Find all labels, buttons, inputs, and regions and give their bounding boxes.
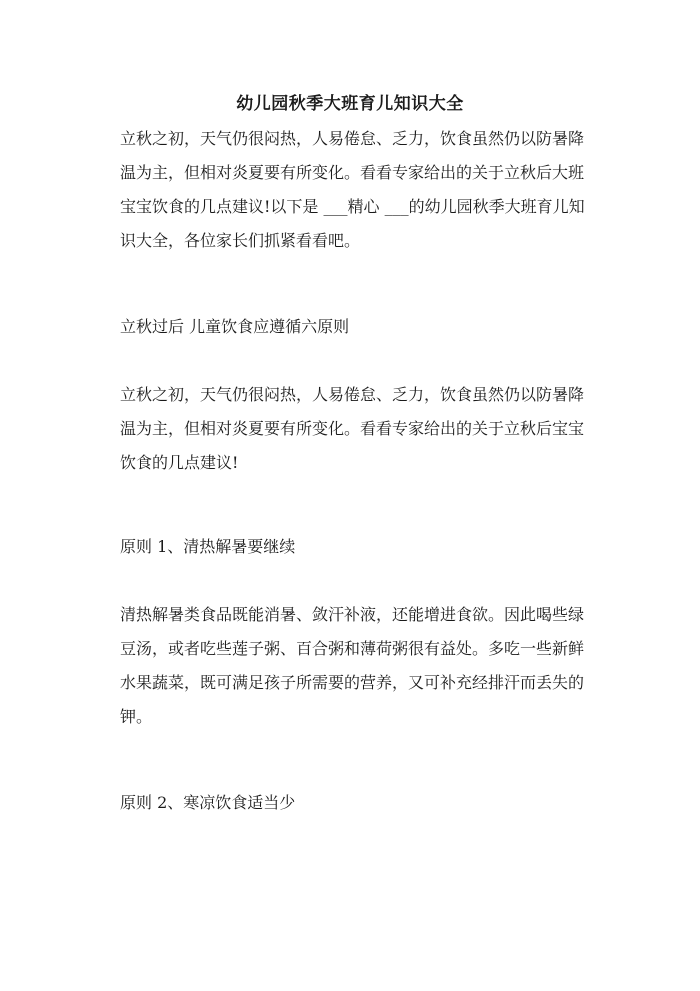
document-title: 幼儿园秋季大班育儿知识大全 bbox=[236, 94, 464, 114]
section-heading: 立秋过后 儿童饮食应遵循六原则 bbox=[120, 317, 350, 336]
intro-paragraph: 立秋之初，天气仍很闷热，人易倦怠、乏力，饮食虽然仍以防暑降温为主，但相对炎夏要有所变化。看看专家给出的关于立秋后大班宝宝饮食的几点建议!以下是 ___精心 ___的幼儿园秋季大班育儿知识大全，各位家长们抓紧看看吧。 bbox=[120, 129, 585, 250]
principle-1-heading: 原则 1、清热解暑要继续 bbox=[120, 537, 296, 556]
principle-2-heading: 原则 2、寒凉饮食适当少 bbox=[120, 793, 296, 812]
section-intro-paragraph: 立秋之初，天气仍很闷热，人易倦怠、乏力，饮食虽然仍以防暑降温为主，但相对炎夏要有所变化。看看专家给出的关于立秋后宝宝饮食的几点建议! bbox=[120, 385, 585, 472]
principle-1-paragraph: 清热解暑类食品既能消暑、敛汗补液，还能增进食欲。因此喝些绿豆汤，或者吃些莲子粥、百合粥和薄荷粥很有益处。多吃一些新鲜水果蔬菜，既可满足孩子所需要的营养，又可补充经排汗而丢失的钾。 bbox=[120, 605, 585, 726]
